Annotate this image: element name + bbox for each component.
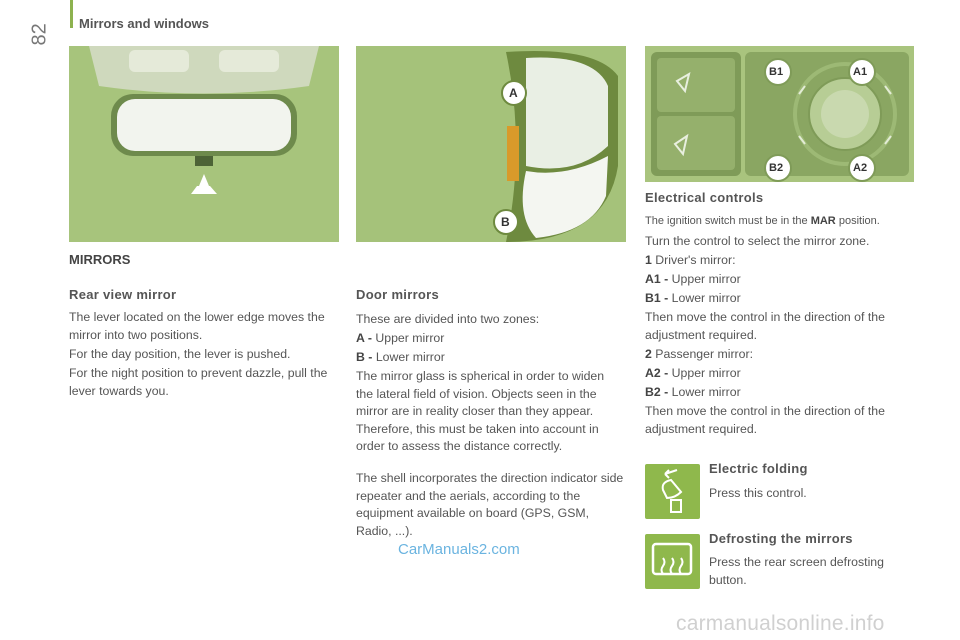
door-mirrors-heading: Door mirrors bbox=[356, 287, 440, 302]
electric-folding-heading: Electric folding bbox=[709, 461, 808, 476]
ignition-note: The ignition switch must be in the MAR position. bbox=[645, 215, 880, 227]
driver-upper-line: A1 - Upper mirror bbox=[645, 272, 741, 286]
driver-mirror-line: 1 Driver's mirror: bbox=[645, 253, 736, 267]
section-title: Mirrors and windows bbox=[79, 16, 210, 31]
mirrors-heading: MIRRORS bbox=[69, 252, 131, 267]
section-accent-bar bbox=[70, 0, 73, 28]
rear-view-heading: Rear view mirror bbox=[69, 287, 177, 302]
driver-adjust-text: Then move the control in the direction of the adjustment required. bbox=[645, 310, 885, 342]
mirror-control-illustration bbox=[645, 46, 914, 182]
passenger-lower-line: B2 - Lower mirror bbox=[645, 385, 741, 399]
defrosting-text: Press the rear screen defrosting button. bbox=[709, 555, 884, 587]
electrical-controls-heading: Electrical controls bbox=[645, 190, 764, 205]
page-number: 82 bbox=[28, 23, 51, 46]
control-label-a1: A1 bbox=[853, 66, 868, 78]
rear-view-paragraph-2: For the day position, the lever is pushed. bbox=[69, 347, 291, 361]
passenger-adjust-text: Then move the control in the direction of the adjustment required. bbox=[645, 404, 885, 436]
door-mirrors-paragraph-1: The mirror glass is spherical in order to widen the lateral field of vision. Objects seen in the mirror are in reality closer than they appear. Therefore, this must be taken into account in order to assess the distance correctly. bbox=[356, 369, 605, 453]
passenger-mirror-line: 2 Passenger mirror: bbox=[645, 347, 753, 361]
door-zone-a: A - Upper mirror bbox=[356, 331, 445, 345]
control-label-b2: B2 bbox=[769, 162, 784, 174]
door-mirrors-paragraph-2: The shell incorporates the direction indicator side repeater and the aerials, according to the equipment available on board (GPS, GSM, Radio, ...). bbox=[356, 471, 624, 538]
defrosting-heading: Defrosting the mirrors bbox=[709, 531, 853, 546]
door-zone-b: B - Lower mirror bbox=[356, 350, 445, 364]
control-label-a2: A2 bbox=[853, 162, 868, 174]
door-mirrors-intro: These are divided into two zones: bbox=[356, 312, 540, 326]
door-label-a: A bbox=[509, 86, 518, 100]
electric-folding-text: Press this control. bbox=[709, 486, 807, 500]
door-label-b: B bbox=[501, 215, 510, 229]
driver-lower-line: B1 - Lower mirror bbox=[645, 291, 741, 305]
passenger-upper-line: A2 - Upper mirror bbox=[645, 366, 741, 380]
folding-icon bbox=[645, 464, 700, 519]
control-label-b1: B1 bbox=[769, 66, 784, 78]
door-mirror-illustration bbox=[356, 46, 626, 242]
rear-view-paragraph-3: For the night position to prevent dazzle, pull the lever towards you. bbox=[69, 366, 328, 398]
rear-view-mirror-illustration bbox=[69, 46, 339, 242]
carmanualsonline-watermark: carmanualsonline.info bbox=[676, 612, 885, 635]
rear-view-paragraph-1: The lever located on the lower edge moves the mirror into two positions. bbox=[69, 310, 325, 342]
defrost-icon bbox=[645, 534, 700, 589]
turn-control-text: Turn the control to select the mirror zone. bbox=[645, 234, 870, 248]
carmanuals-watermark: CarManuals2.com bbox=[398, 541, 520, 558]
